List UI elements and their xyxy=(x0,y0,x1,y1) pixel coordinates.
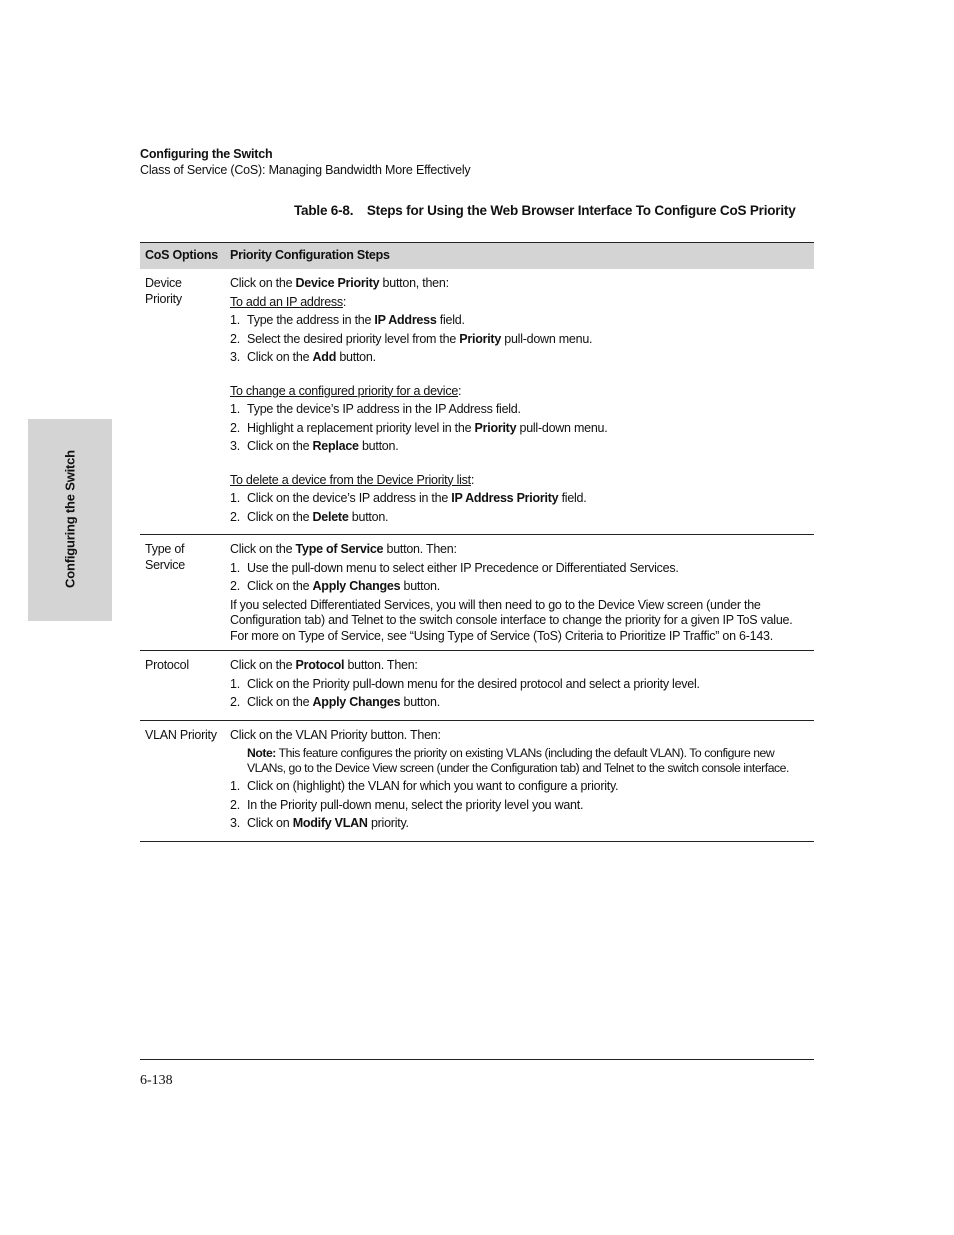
running-header-section: Class of Service (CoS): Managing Bandwidth More Effectively xyxy=(140,163,471,177)
list-item: 1. Use the pull-down menu to select either IP Precedence or Differentiated Services. xyxy=(230,560,679,575)
intro-line: Click on the VLAN Priority button. Then: xyxy=(230,727,441,742)
note xyxy=(230,746,809,776)
list-item: 2. Click on the Apply Changes button. xyxy=(230,695,440,709)
list-item: 3. Click on Modify VLAN priority. xyxy=(230,816,409,830)
column-header-steps: Priority Configuration Steps xyxy=(225,243,814,270)
steps-cell xyxy=(225,720,814,841)
steps-cell xyxy=(225,651,814,721)
option-cell: Device Priority xyxy=(140,269,225,535)
option-cell: Type of Service xyxy=(140,535,225,651)
steps-cell xyxy=(225,535,814,651)
table-row-type-of-service xyxy=(140,535,814,651)
table-row-device-priority xyxy=(140,269,814,535)
list-item: 2. In the Priority pull-down menu, select the priority level you want. xyxy=(230,797,584,812)
list-item: 1. Click on the device’s IP address in the IP Address Priority field. xyxy=(230,491,587,505)
option-cell: Protocol xyxy=(140,651,225,721)
running-header-chapter: Configuring the Switch xyxy=(140,147,273,161)
list-item: 2. Select the desired priority level from the Priority pull-down menu. xyxy=(230,331,593,346)
list-item: 1. Type the address in the IP Address field. xyxy=(230,313,465,327)
steps-cell xyxy=(225,269,814,535)
list-item: 3. Click on the Replace button. xyxy=(230,439,399,453)
cos-steps-table xyxy=(140,242,814,842)
list-item: 2. Click on the Delete button. xyxy=(230,509,389,524)
table-row-protocol xyxy=(140,651,814,721)
step-list-change xyxy=(230,402,809,455)
step-list xyxy=(230,677,809,711)
table-caption: Steps for Using the Web Browser Interface To Configure CoS Priority xyxy=(366,203,796,218)
step-list-add xyxy=(230,313,809,366)
intro-line: Click on the Device Priority button, then: xyxy=(230,276,449,290)
table-header-row xyxy=(140,243,814,270)
list-item: 1. Type the device’s IP address in the IP Address field. xyxy=(230,402,521,416)
step-list-delete xyxy=(230,491,809,525)
list-item: 1. Click on the Priority pull-down menu for the desired protocol and select a priority level. xyxy=(230,676,700,691)
intro-line: Click on the Type of Service button. Then: xyxy=(230,542,457,556)
step-list xyxy=(230,561,809,595)
footer-rule xyxy=(140,1059,814,1060)
subheading-change: To change a configured priority for a device: xyxy=(230,383,462,398)
list-item: 2. Highlight a replacement priority level in the Priority pull-down menu. xyxy=(230,420,608,435)
list-item: 2. Click on the Apply Changes button. xyxy=(230,579,440,593)
table-number: Table 6-8. xyxy=(294,203,354,218)
note-label: Note: xyxy=(247,746,276,760)
chapter-side-tab-label: Configuring the Switch xyxy=(62,450,78,588)
intro-line: Click on the Protocol button. Then: xyxy=(230,658,418,672)
table-title xyxy=(294,203,796,218)
list-item: 1. Click on (highlight) the VLAN for which you want to configure a priority. xyxy=(230,779,619,793)
column-header-cos-options: CoS Options xyxy=(140,243,225,270)
page-number: 6-138 xyxy=(140,1073,173,1088)
tos-paragraph: If you selected Differentiated Services, you will then need to go to the Device View screen (under the Configuration tab) and Telnet to the switch console interface to change the priority for a given IP ToS value. For more on Type of Service, see “Using Type of Service (ToS) Criteria to Prioritize IP Traffic” on 6-143. xyxy=(230,597,793,643)
table-row-vlan-priority xyxy=(140,720,814,841)
option-cell: VLAN Priority xyxy=(140,720,225,841)
subheading-delete: To delete a device from the Device Priority list: xyxy=(230,472,475,487)
step-list xyxy=(230,779,809,832)
note-text: This feature configures the priority on existing VLANs (including the default VLAN). To configure new VLANs, go to the Device View screen (under the Configuration tab) and Telnet to the switch console interface. xyxy=(247,746,789,775)
subheading-add: To add an IP address: xyxy=(230,294,347,309)
list-item: 3. Click on the Add button. xyxy=(230,350,376,364)
